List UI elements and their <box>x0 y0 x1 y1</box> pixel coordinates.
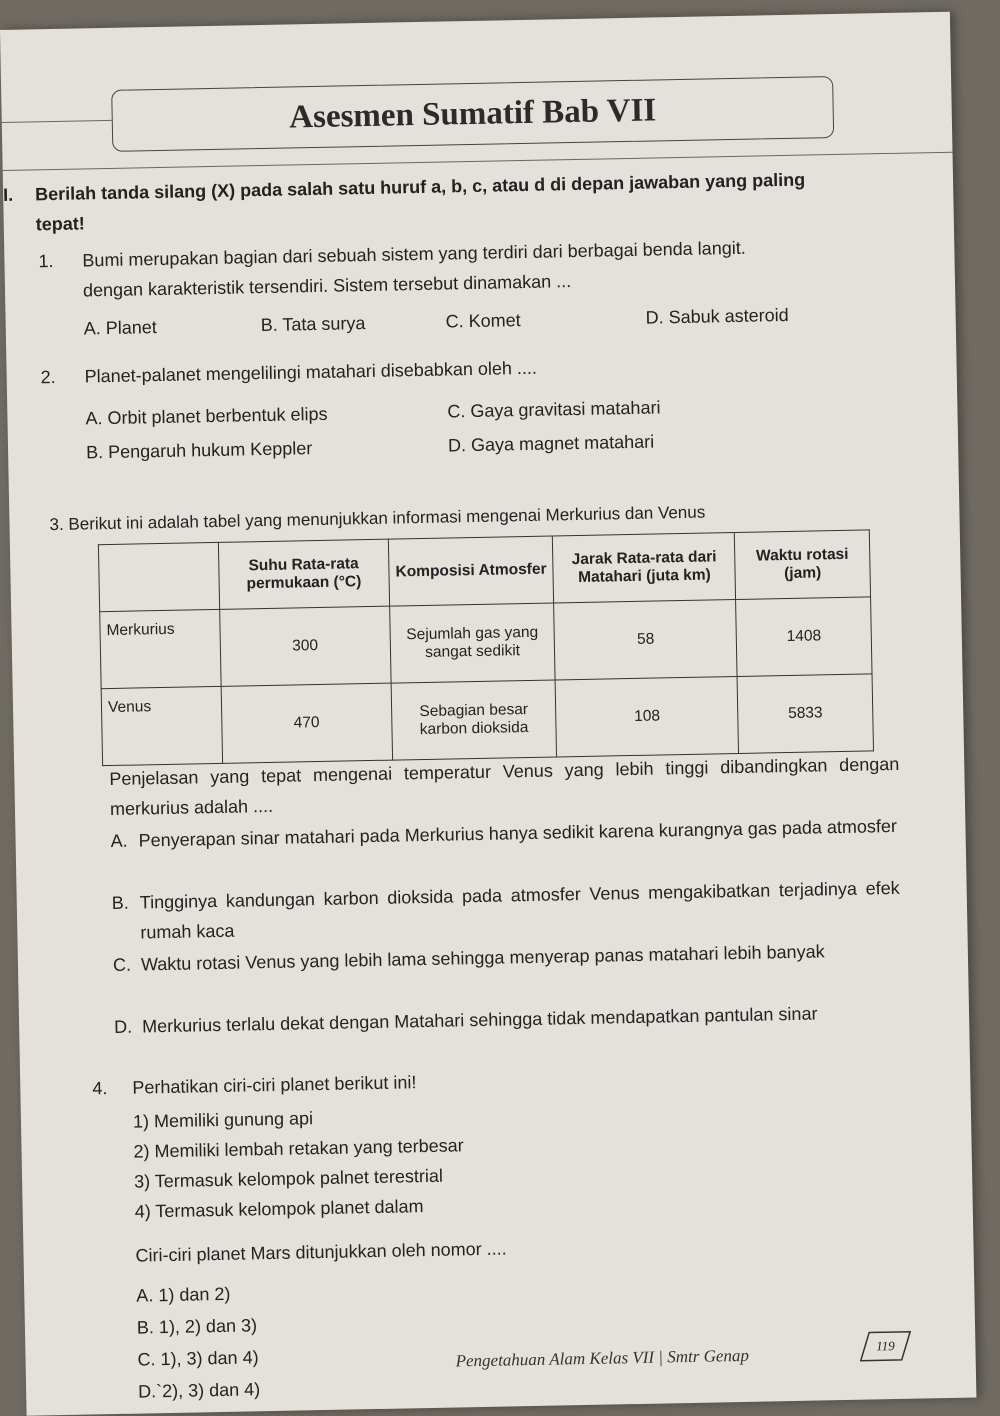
q1-line2: dengan karakteristik tersendiri. Sistem tersebut dinamakan ... <box>82 271 572 301</box>
option-text: Penyerapan sinar matahari pada Merkurius hanya sedikit karena kurangnya gas pada atmosfer <box>138 815 898 851</box>
table-cell: 5833 <box>737 674 873 754</box>
q1-line1: Bumi merupakan bagian dari sebuah sistem yang terdiri dari berbagai benda langit. <box>82 237 746 271</box>
q2-number: 2. <box>40 366 56 388</box>
table-cell: 300 <box>220 606 391 686</box>
table-header-cell: Komposisi Atmosfer <box>388 536 554 606</box>
page-number: 119 <box>875 1338 895 1354</box>
option-label: B. <box>111 892 129 914</box>
q3-followup: Penjelasan yang tepat mengenai temperatur Venus yang lebih tinggi dibandingkan dengan merkurius adalah .... <box>109 753 900 820</box>
option-label: C. <box>112 954 132 976</box>
q4-option-d: D.`2), 3) dan 4) <box>137 1379 261 1402</box>
table-row <box>100 597 872 689</box>
table-cell: 1408 <box>736 597 872 677</box>
q2-option-c: C. Gaya gravitasi matahari <box>447 397 661 422</box>
q4-stem: Perhatikan ciri-ciri planet berikut ini! <box>132 1072 417 1098</box>
page-title: Asesmen Sumatif Bab VII <box>111 76 834 152</box>
option-text: Tingginya kandungan karbon dioksida pada atmosfer Venus mengakibatkan terjadinya efek rumah kaca <box>139 877 900 943</box>
table-cell: 58 <box>554 599 737 679</box>
section-number: I. <box>2 184 14 205</box>
table-cell: 108 <box>556 676 739 756</box>
section-instruction <box>2 163 863 235</box>
table-header-cell: Jarak Rata-rata dari Matahari (juta km) <box>553 532 736 602</box>
q2-option-a: A. Orbit planet berbentuk elips <box>85 403 328 429</box>
option-label: D. <box>113 1016 133 1037</box>
table-header-cell <box>98 542 219 611</box>
q2-stem: Planet-palanet mengelilingi matahari disebabkan oleh .... <box>84 357 538 387</box>
table-cell: Venus <box>101 686 222 765</box>
q2-option-b: B. Pengaruh hukum Keppler <box>85 438 313 463</box>
q3-stem: Berikut ini adalah tabel yang menunjukkan informasi mengenai Merkurius dan Venus <box>68 502 706 534</box>
title-rule-left <box>2 120 112 123</box>
q3-option-b <box>111 873 901 943</box>
option-text: Merkurius terlalu dekat dengan Matahari sehingga tidak mendapatkan pantulan sinar <box>141 1003 818 1037</box>
q1-option-c: C. Komet <box>445 310 521 332</box>
q3-intro <box>49 503 705 536</box>
worksheet-page <box>0 12 976 1416</box>
table-header-cell: Suhu Rata-rata permukaan (°C) <box>218 539 389 609</box>
q2-option-d: D. Gaya magnet matahari <box>447 431 655 456</box>
q3-option-d <box>113 996 934 1037</box>
q4-item-1: 1) Memiliki gunung api <box>132 1108 314 1132</box>
table-cell: 470 <box>221 683 392 763</box>
q1-option-d: D. Sabuk asteroid <box>645 304 789 328</box>
q4-option-b: B. 1), 2) dan 3) <box>136 1315 258 1338</box>
table-cell: Sejumlah gas yang sangat sedikit <box>389 603 555 683</box>
book-footer: Pengetahuan Alam Kelas VII | Smtr Genap <box>455 1345 750 1371</box>
table-header-cell: Waktu rotasi (jam) <box>734 530 870 600</box>
q4-option-c: C. 1), 3) dan 4) <box>137 1347 259 1370</box>
table-cell: Sebagian besar karbon dioksida <box>391 680 557 760</box>
option-label: A. <box>110 830 128 852</box>
q1-number: 1. <box>38 251 54 272</box>
q4-item-3: 3) Termasuk kelompok palnet terestrial <box>133 1165 444 1192</box>
q4-question: Ciri-ciri planet Mars ditunjukkan oleh nomor .... <box>135 1238 507 1266</box>
option-text: Waktu rotasi Venus yang lebih lama sehingga menyerap panas matahari lebih banyak <box>140 941 825 975</box>
q1-option-b: B. Tata surya <box>260 313 366 336</box>
instruction-text: Berilah tanda silang (X) pada salah satu huruf a, b, c, atau d di depan jawaban yang paling tepat! <box>34 169 806 235</box>
q3-number: 3. <box>49 514 64 535</box>
table-cell: Merkurius <box>100 609 221 688</box>
q4-item-2: 2) Memiliki lembah retakan yang terbesar <box>133 1135 464 1162</box>
q4-option-a: A. 1) dan 2) <box>136 1283 231 1306</box>
q4-number: 4. <box>92 1078 108 1099</box>
planet-info-table <box>98 529 874 766</box>
q4-item-4: 4) Termasuk kelompok planet dalam <box>134 1196 424 1222</box>
q1-option-a: A. Planet <box>83 317 157 339</box>
